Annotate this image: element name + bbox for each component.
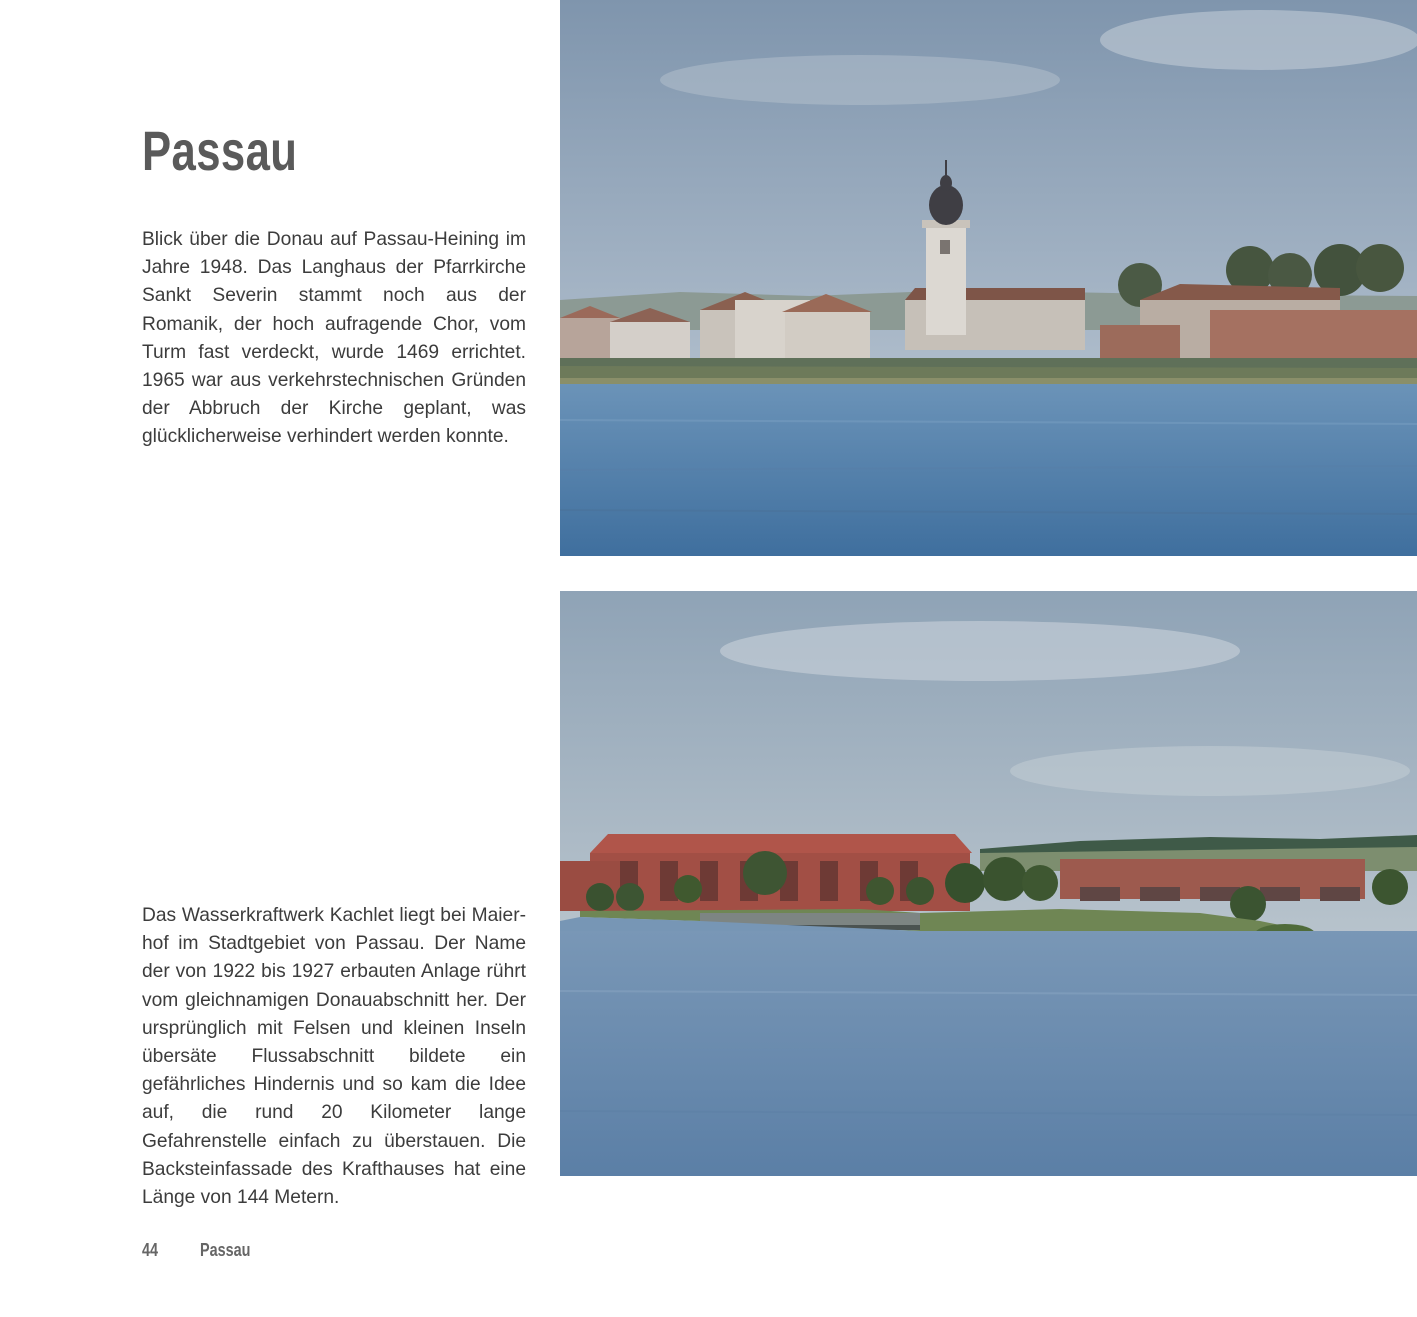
photo-church-heining: [560, 0, 1417, 556]
page-number: 44: [142, 1240, 159, 1260]
running-title: Passau: [200, 1240, 251, 1260]
caption-paragraph-power-plant: Das Wasserkraftwerk Kachlet liegt bei Maierhof im Stadtgebiet von Passau. Der Name der von 1922 bis 1927 erbauten Anlage rührt vom gleichnamigen Donauabschnitt her. Der ursprünglich mit Felsen und kleinen Inseln übersäte Flussabschnitt bildete ein gefährliches Hindernis und so kam die Idee auf, die rund 20 Kilometer lange Gefahrenstelle einfach zu überstauen. Die Backsteinfassade des Krafthauses hat eine Länge von 144 Metern.: [142, 905, 526, 1209]
photo-power-plant-kachlet: [560, 591, 1417, 1176]
caption-paragraph-church: Blick über die Donau auf Passau-Heining im Jahre 1948. Das Langhaus der Pfarrkirche Sankt Severin stammt noch aus der Romanik, der hoch aufragende Chor, vom Turm fast verdeckt, wurde 1469 errichtet. 1965 war aus verkehrstechnischen Gründen der Abbruch der Kirche geplant, was glücklicherweise verhindert werden konnte.: [142, 229, 526, 448]
page-title: Passau: [142, 119, 298, 182]
